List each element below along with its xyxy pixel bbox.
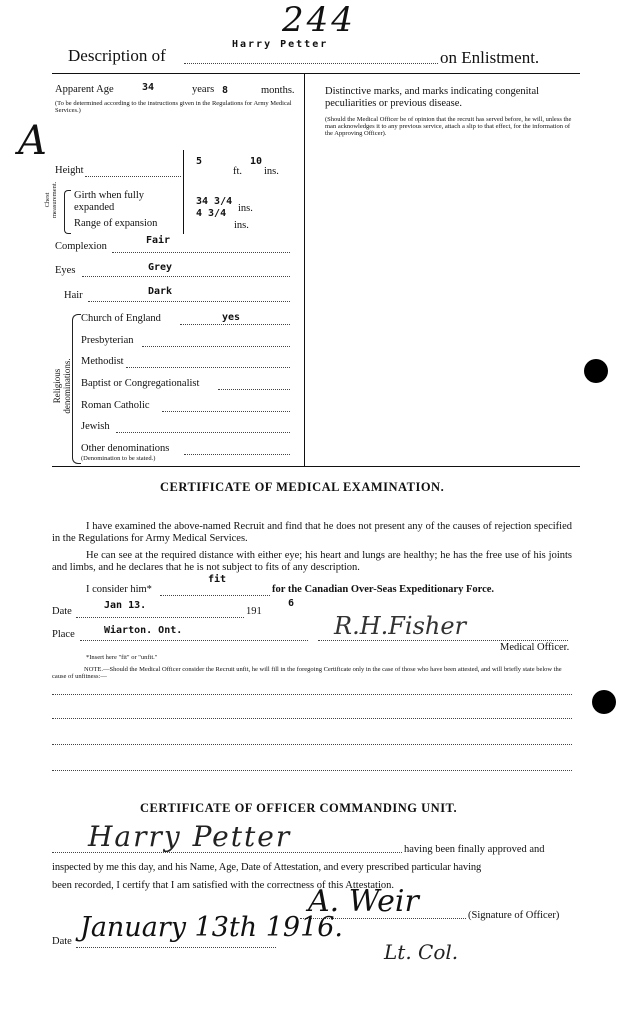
form-number: 244 [282,0,356,40]
age-months: 8 [222,85,229,96]
religion-jewish: Jewish [81,421,110,432]
medical-officer-label: Medical Officer. [500,642,570,653]
religion-label: Religious denominations. [52,358,72,414]
commanding-date-label: Date [52,936,72,947]
name-line [184,63,438,64]
unfitness-line-1 [52,694,572,695]
place-line [80,640,308,641]
chest-bracket [64,190,71,234]
officer-line [318,640,568,641]
medical-officer-signature: R.H.Fisher [334,612,467,640]
years-label: years [192,84,215,95]
officer-rank: Lt. Col. [384,940,459,964]
place-value: Wiarton. Ont. [104,625,183,636]
punch-hole-top [584,359,608,383]
eyes-label: Eyes [55,265,76,276]
recruit-name: Harry Petter [232,39,329,50]
girth-label: Girth when fully expanded [74,190,144,213]
range-label: Range of expansion [74,218,158,229]
box-top-border [52,73,580,74]
height-label: Height [55,165,84,176]
medical-heading: CERTIFICATE OF MEDICAL EXAMINATION. [160,480,445,494]
height-line [85,176,181,177]
commanding-line1-suffix: having been finally approved and [404,844,545,855]
age-label: Apparent Age [55,84,114,95]
religion-roman-catholic: Roman Catholic [81,400,150,411]
box-bottom-border [52,466,580,467]
medical-para2: He can see at the required distance with either eye; his heart and lungs are healthy; he has the free use of his joints and limbs, and he declares that he is not subject to fits of any description. [52,550,572,573]
religion-line-5 [162,411,290,412]
column-divider [304,74,305,466]
hair-label: Hair [64,290,83,301]
religion-line-3 [126,367,290,368]
date-line [76,617,244,618]
consider-line [160,595,270,596]
religion-line-6 [116,432,290,433]
religion-other: Other denominations [81,443,170,454]
months-label: months. [261,85,295,96]
year-prefix: 191 [246,606,262,617]
religion-line-1 [180,324,290,325]
place-label: Place [52,629,75,640]
religion-baptist: Baptist or Congregationalist [81,378,200,389]
medical-para1: I have examined the above-named Recruit and find that he does not present any of the causes of rejection specified in the Regulations for Army Medical Services. [52,521,572,544]
religion-church-of-england-value: yes [222,312,241,323]
range-value: 4 3/4 [196,208,227,219]
eyes-line [82,276,290,277]
girth-value: 34 3/4 [196,196,233,207]
religion-methodist: Methodist [81,356,124,367]
signature-of-officer-label: (Signature of Officer) [468,910,560,921]
commanding-officer-signature: A. Weir [308,884,419,919]
hair-line [88,301,290,302]
title-right: on Enlistment. [440,48,540,67]
religion-line-4 [218,389,290,390]
ins-label: ins. [264,166,279,177]
commanding-line2: inspected by me this day, and his Name, Age, Date of Attestation, and every prescribed particular having [52,862,482,873]
marks-heading: Distinctive marks, and marks indicating congenital peculiarities or previous disease. [325,86,540,109]
unfitness-line-2 [52,718,572,719]
insert-note: *Insert here "fit" or "unfit." [86,654,158,661]
commanding-date-value: January 13th 1916. [80,912,344,943]
religion-church-of-england: Church of England [81,313,161,324]
height-ft: 5 [196,156,203,167]
year-suffix: 6 [288,598,295,609]
age-note: (To be determined according to the instructions given in the Regulations for Army Medical Services.) [55,100,292,114]
height-in: 10 [250,156,263,167]
complexion-value: Fair [146,235,171,246]
recruit-signature: Harry Petter [88,820,292,853]
chest-label: Chest measurement. [44,181,58,218]
hair-value: Dark [148,286,173,297]
religion-line-2 [142,346,290,347]
consider-label: I consider him* [86,584,152,595]
eyes-value: Grey [148,262,173,273]
consider-value: fit [208,574,227,585]
commanding-date-line [76,947,276,948]
complexion-line [112,252,290,253]
unfitness-line-4 [52,770,572,771]
range-ins: ins. [234,220,249,231]
denomination-note: (Denomination to be stated.) [81,455,156,462]
unfitness-line-3 [52,744,572,745]
consider-suffix: for the Canadian Over-Seas Expeditionary Force. [272,584,495,595]
age-years: 34 [142,82,155,93]
punch-hole-bottom [592,690,616,714]
ft-label: ft. [233,166,243,177]
marks-note: (Should the Medical Officer be of opinion that the recruit has served before, he will, unless the man acknowledges it to any previous service, attach a slip to that effect, for the information of the Approving Officer). [325,116,572,137]
medical-note: NOTE.—Should the Medical Officer consider the Recruit unfit, he will fill in the foregoing Certificate only in the case of those who have been attested, and will briefly state below the cause of unfitness:— [52,666,562,680]
complexion-label: Complexion [55,241,107,252]
date-value: Jan 13. [104,600,147,611]
religion-presbyterian: Presbyterian [81,335,134,346]
commanding-heading: CERTIFICATE OF OFFICER COMMANDING UNIT. [140,801,458,815]
margin-letter: A [18,118,47,164]
recruit-signature-line [52,852,402,853]
girth-ins: ins. [238,203,253,214]
commanding-line3: been recorded, I certify that I am satisfied with the correctness of this Attestation. [52,880,395,891]
date-label: Date [52,606,72,617]
religion-line-7 [184,454,290,455]
religion-bracket [72,314,81,464]
title-left: Description of [68,46,166,65]
